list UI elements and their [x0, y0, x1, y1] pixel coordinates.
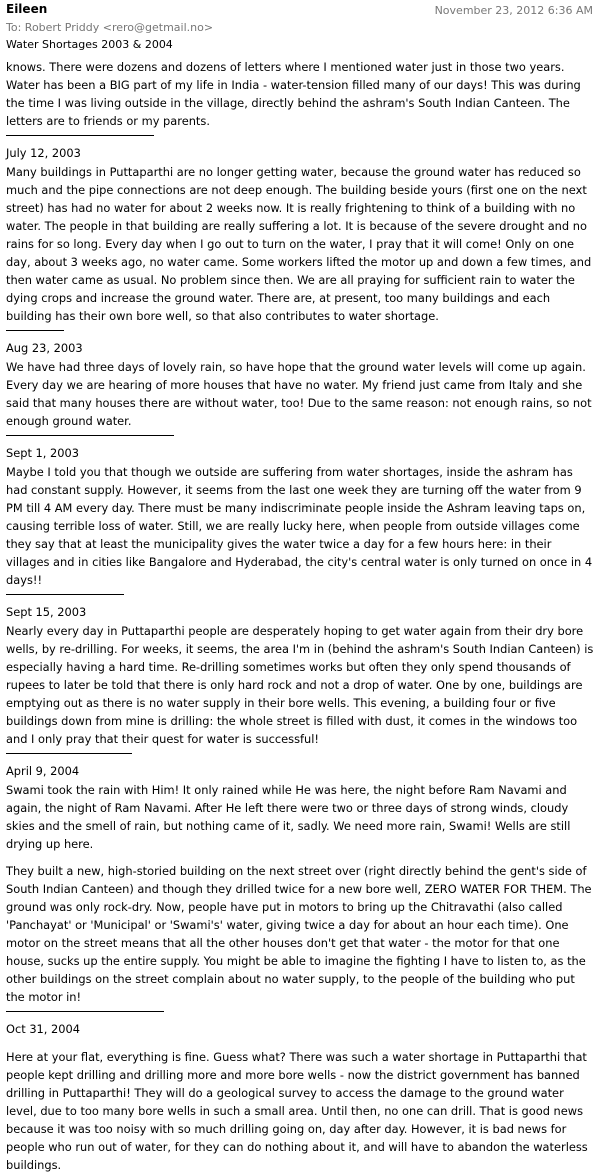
entry-paragraph: Swami took the rain with Him! It only rained while He was here, the night before Ram Navami and again, the night of Ram Navami. After He left there were two or three days of strong winds, cloudy skies and the smell of rain, but nothing came of it, sadly. We need more rain, Swami! Wells are still drying up here.: [6, 783, 571, 851]
separator-line: [6, 330, 64, 331]
recipient-line: [6, 21, 213, 34]
paragraph-gap: [6, 1039, 594, 1048]
paragraph-gap: [6, 853, 594, 862]
recipient-address[interactable]: Robert Priddy <rero@getmail.no>: [24, 21, 214, 34]
email-date: November 23, 2012 6:36 AM: [434, 4, 593, 17]
sender-name[interactable]: Eileen: [6, 2, 48, 16]
separator-line: [6, 435, 174, 436]
entry-date: Sept 15, 2003: [6, 605, 87, 619]
to-label: To:: [6, 21, 22, 34]
separator-line: [6, 135, 154, 136]
entry-paragraph: We have had three days of lovely rain, so have hope that the ground water levels will come up again. Every day we are hearing of more houses that have no water. My friend just came from Italy and she said that many houses there are without water, too! Due to the same reason: not enough rains, so not enough ground water.: [6, 360, 592, 428]
email-subject: Water Shortages 2003 & 2004: [6, 38, 173, 51]
entry-paragraph: Nearly every day in Puttaparthi people are desperately hoping to get water again from their dry bore wells, by re-drilling. For weeks, it seems, the area I'm in (behind the ashram's South Indian Canteen) is especially having a hard time. Re-drilling sometimes works but often they only spend thousands of rupees to later be told that there is only hard rock and not a drop of water. One by one, buildings are emptying out as there is no water supply in their bore wells. This evening, a building four or five buildings down from mine is drilling: the whole street is filled with dust, it comes in the windows too and I only pray that their quest for water is successful!: [6, 624, 594, 746]
separator-line: [6, 753, 132, 754]
entry-paragraph: Here at your flat, everything is fine. Guess what? There was such a water shortage in Puttaparthi that people kept drilling and drilling more and more bore wells - now the district government has banned drilling in Puttaparthi! They will do a geological survey to access the damage to the ground water level, due to too many bore wells in such a small area. Until then, no one can drill. That is good news because it was too noisy with so much drilling going on, day after day. However, it is bad news for people who run out of water, for they can do nothing about it, and will have to abandon the waterless buildings.: [6, 1050, 588, 1172]
email-header: [0, 0, 599, 56]
separator-line: [6, 1011, 164, 1012]
entry-date: Aug 23, 2003: [6, 341, 83, 355]
email-body: [6, 58, 594, 1172]
entry-paragraph: They built a new, high-storied building on the next street over (right directly behind the gent's side of South Indian Canteen) and though they drilled twice for a new bore well, ZERO WATER FOR THEM. The ground was only rock-dry. Now, people have put in motors to bring up the Chitravathi (also called 'Panchayat' or 'Municipal' or 'Swami's' water, giving twice a day for about an hour each time). One motor on the street means that all the other houses don't get that water - the motor for that one house, sucks up the entire supply. You might be able to imagine the fighting I have to listen to, as the other buildings on the street complain about no water supply, to the people of the building who put the motor in!: [6, 864, 592, 1004]
entry-paragraph: Many buildings in Puttaparthi are no longer getting water, because the ground water has reduced so much and the pipe connections are not deep enough. The building beside yours (first one on the next street) has had no water for about 2 weeks now. It is really frightening to think of a building with no water. The people in that building are really suffering a lot. It is because of the severe drought and no rains for so long. Every day when I go out to turn on the water, I pray that it will come! Only on one day, about 3 weeks ago, no water came. Some workers lifted the motor up and down a few times, and then water came as usual. No problem since then. We are all praying for sufficient rain to water the dying crops and increase the ground water. There are, at present, too many buildings and each building has their own bore well, so that also contributes to water shortage.: [6, 165, 592, 323]
entry-date: Oct 31, 2004: [6, 1022, 81, 1036]
entry-date: July 12, 2003: [6, 146, 81, 160]
entry-date: Sept 1, 2003: [6, 446, 80, 460]
separator-line: [6, 594, 124, 595]
entry-paragraph: Maybe I told you that though we outside are suffering from water shortages, inside the ashram has had constant supply. However, it seems from the last one week they are turning off the water from 9 PM till 4 AM every day. There must be many indiscriminate people inside the Ashram leaving taps on, causing terrible loss of water. Still, we are really lucky here, when people from outside villages come they say that at least the municipality gives the water twice a day for a few hours here: in their villages and in cities like Bangalore and Hyderabad, the city's central water is only turned on once in 4 days!!: [6, 465, 593, 587]
intro-paragraph: knows. There were dozens and dozens of letters where I mentioned water just in those two years. Water has been a BIG part of my life in India - water-tension filled many of our days! This was during the time I was living outside in the village, directly behind the ashram's South Indian Canteen. The letters are to friends or my parents.: [6, 60, 581, 128]
entry-date: April 9, 2004: [6, 764, 80, 778]
